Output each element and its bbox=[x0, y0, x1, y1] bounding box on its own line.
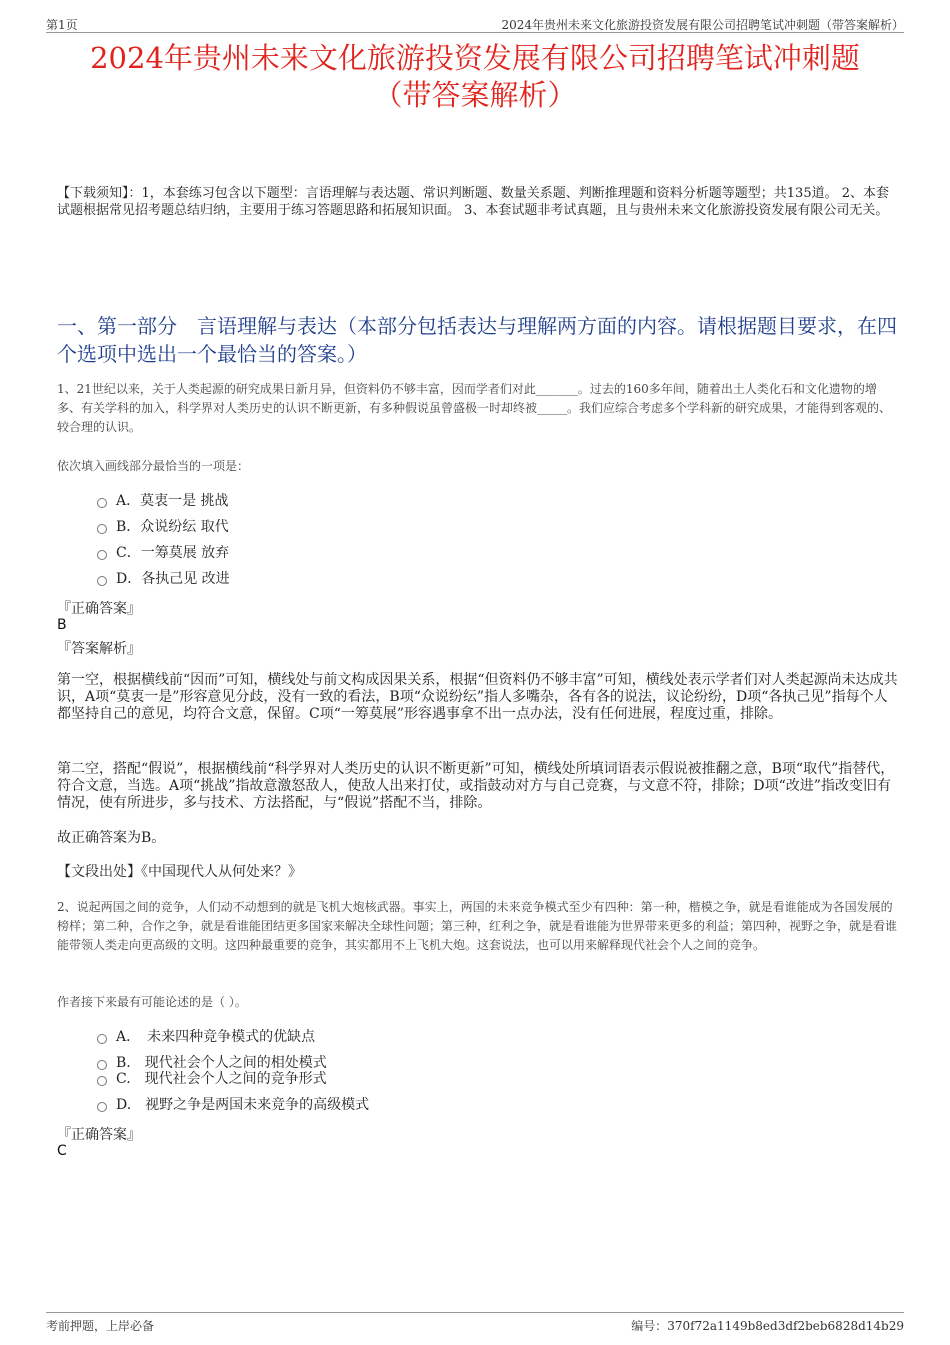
q2-option-a[interactable]: A． 未来四种竞争模式的优缺点 bbox=[97, 1027, 315, 1047]
page-number: 第1页 bbox=[46, 18, 78, 32]
question-1-prompt: 依次填入画线部分最恰当的一项是： bbox=[57, 459, 250, 473]
footer-slogan: 考前押题，上岸必备 bbox=[46, 1319, 155, 1333]
radio-icon[interactable] bbox=[97, 1034, 107, 1044]
q2-option-d[interactable]: D. 视野之争是两国未来竞争的高级模式 bbox=[97, 1095, 369, 1115]
q1-analysis-paragraph-2: 第二空，搭配“假说”，根据横线前“科学界对人类历史的认识不断更新”可知，横线处所填词语表示假说被推翻之意，B项“取代”指替代，符合文意，当选。A项“挑战”指故意激怒敌人，使敌人出来打仗，或指鼓动对方与自己竞赛，与文意不符，排除；D项“改进”指改变旧有情况，使有所进步，多与技术、方法搭配，与“假说”搭配不当，排除。 bbox=[57, 761, 895, 811]
q1-answer: B bbox=[57, 617, 67, 633]
q1-answer-label: 『正确答案』 bbox=[57, 601, 141, 617]
q1-analysis-conclusion: 故正确答案为B。 bbox=[57, 830, 166, 846]
question-2-prompt: 作者接下来最有可能论述的是（ ）。 bbox=[57, 995, 247, 1009]
page-header bbox=[46, 14, 904, 33]
q2-option-c[interactable]: C. 现代社会个人之间的竞争形式 bbox=[97, 1069, 327, 1089]
download-notice: 【下载须知】：1，本套练习包含以下题型：言语理解与表达题、常识判断题、数量关系题、判断推理题和资料分析题等题型；共135道。 2、本套试题根据常见招考题总结归纳，主要用于练习答题思路和拓展知识面。 3、本套试题非考试真题，且与贵州未来文化旅游投资发展有限公司无关。 bbox=[57, 186, 889, 218]
q1-option-d[interactable]: D．各执己见 改进 bbox=[97, 569, 230, 589]
title-line-2: （带答案解析） bbox=[373, 78, 577, 112]
page-footer bbox=[46, 1312, 904, 1333]
q1-option-b[interactable]: B．众说纷纭 取代 bbox=[97, 517, 229, 537]
q1-option-a[interactable]: A．莫衷一是 挑战 bbox=[97, 491, 229, 511]
q1-analysis-label: 『答案解析』 bbox=[57, 641, 141, 657]
radio-icon[interactable] bbox=[97, 576, 107, 586]
radio-icon[interactable] bbox=[97, 524, 107, 534]
q2-answer: C bbox=[57, 1143, 67, 1159]
q1-analysis-paragraph-1: 第一空，根据横线前“因而”可知，横线处与前文构成因果关系，根据“但资料仍不够丰富”可知，横线处表示学者们对人类起源尚未达成共识，A项“莫衷一是”形容意见分歧，没有一致的看法，B项“众说纷纭”指人多嘴杂，各有各的说法，议论纷纷，D项“各执己见”指每个人都坚持自己的意见，均符合文意，保留。C项“一筹莫展”形容遇事拿不出一点办法，没有任何进展，程度过重，排除。 bbox=[57, 672, 898, 722]
radio-icon[interactable] bbox=[97, 550, 107, 560]
question-2-text: 2、说起两国之间的竞争，人们动不动想到的就是飞机大炮核武器。事实上，两国的未来竞争模式至少有四种：第一种，楷模之争，就是看谁能成为各国发展的榜样；第二种，合作之争，就是看谁能团结更多国家来解决全球性问题；第三种，红利之争，就是看谁能为世界带来更多的利益；第四种，视野之争，就是看谁能带领人类走向更高级的文明。这四种最重要的竞争，其实都用不上飞机大炮。这套说法，也可以用来解释现代社会个人之间的竞争。 bbox=[57, 900, 898, 952]
q2-answer-label: 『正确答案』 bbox=[57, 1127, 141, 1143]
radio-icon[interactable] bbox=[97, 1102, 107, 1112]
header-doc-title: 2024年贵州未来文化旅游投资发展有限公司招聘笔试冲刺题（带答案解析） bbox=[501, 18, 904, 32]
title-line-1: 2024年贵州未来文化旅游投资发展有限公司招聘笔试冲刺题 bbox=[90, 41, 860, 75]
q1-source: 【文段出处】《中国现代人从何处来？》 bbox=[57, 864, 302, 880]
q1-option-c[interactable]: C．一筹莫展 放弃 bbox=[97, 543, 229, 563]
footer-doc-id: 编号：370f72a1149b8ed3df2beb6828d14b29 bbox=[631, 1319, 904, 1333]
question-1-text: 1、21世纪以来，关于人类起源的研究成果日新月异，但资料仍不够丰富，因而学者们对此_______。过去的160多年间，随着出土人类化石和文化遗物的增多、有关学科的加入，科学界对人类历史的认识不断更新，有多种假说虽曾盛极一时却终被_____。我们应综合考虑多个学科新的研究成果，才能得到客观的、较合理的认识。 bbox=[57, 382, 892, 434]
radio-icon[interactable] bbox=[97, 498, 107, 508]
document-title bbox=[40, 40, 910, 114]
radio-icon[interactable] bbox=[97, 1076, 107, 1086]
section-heading: 一、第一部分 言语理解与表达（本部分包括表达与理解两方面的内容。请根据题目要求，在四个选项中选出一个最恰当的答案。） bbox=[57, 314, 897, 366]
q2-option-b[interactable]: B. 现代社会个人之间的相处模式 bbox=[97, 1053, 327, 1073]
